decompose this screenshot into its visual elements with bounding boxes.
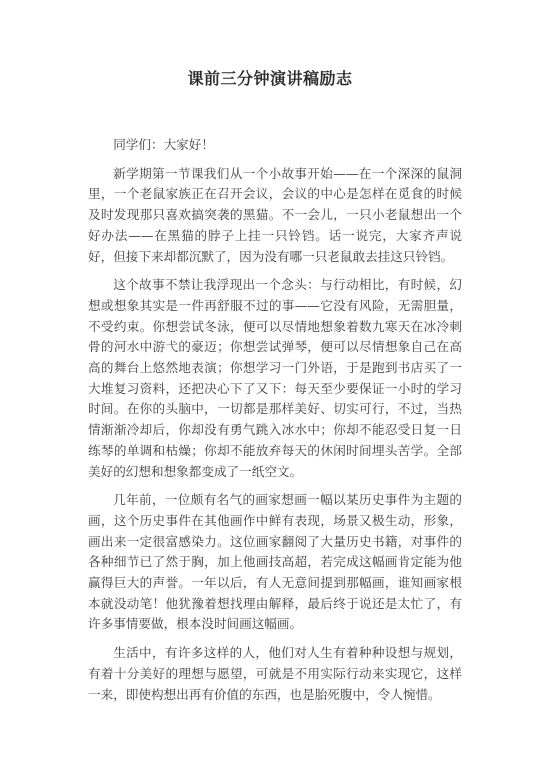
paragraph-3: 几年前，一位颇有名气的画家想画一幅以某历史事件为主题的画，这个历史事件在其他画作中鲜有表现，场景又极生动，形象，画出来一定很富感染力。这位画家翻阅了大量历史书籍，对事件的各种细节已了然于胸，加上他画技高超，若完成这幅画肯定能为他赢得巨大的声誉。一年以后，有人无意间提到那幅画，谁知画家根本就没动笔！他犹豫着想找理由解释，最后终于说还是太忙了，有许多事情要做，根本没时间画这幅画。 [88,492,462,632]
document-title: 课前三分钟演讲稿励志 [187,69,353,88]
greeting: 同学们：大家好！ [113,137,214,152]
paragraph-4: 生活中，有许多这样的人，他们对人生有着种种设想与规划，有着十分美好的理想与愿望，可就是不用实际行动来实现它，这样一来，即使构想出再有价值的东西，也是胎死腹中，令人惋惜。 [88,645,462,702]
paragraph-1: 新学期第一节课我们从一个小故事开始——在一个深深的鼠洞里，一个老鼠家族正在召开会议，会议的中心是怎样在觅食的时候及时发现那只喜欢搞突袭的黑猫。不一会儿，一只小老鼠想出一个好办法——在黑猫的脖子上挂一只铃铛。话一说完，大家齐声说好，但接下来却都沉默了，因为没有哪一只老鼠敢去挂这只铃铛。 [88,165,462,264]
document-body [88,135,462,713]
paragraph-2: 这个故事不禁让我浮现出一个念头：与行动相比，有时候，幻想或想象其实是一件再舒服不过的事——它没有风险，无需胆量，不受约束。你想尝试冬泳，便可以尽情地想象着数九寒天在冰冷刺骨的河水中游弋的豪迈；你想尝试弹琴，便可以尽情想象自己在高高的舞台上悠然地表演；你想学习一门外语，于是跑到书店买了一大堆复习资料，还把决心下了又下：每天至少要保证一小时的学习时间。在你的头脑中，一切都是那样美好、切实可行，不过，当热情渐渐冷却后，你却没有勇气跳入冰水中；你却不能忍受日复一日练琴的单调和枯燥；你却不能放弃每天的休闲时间埋头苦学。全部美好的幻想和想象都变成了一纸空文。 [88,277,462,479]
